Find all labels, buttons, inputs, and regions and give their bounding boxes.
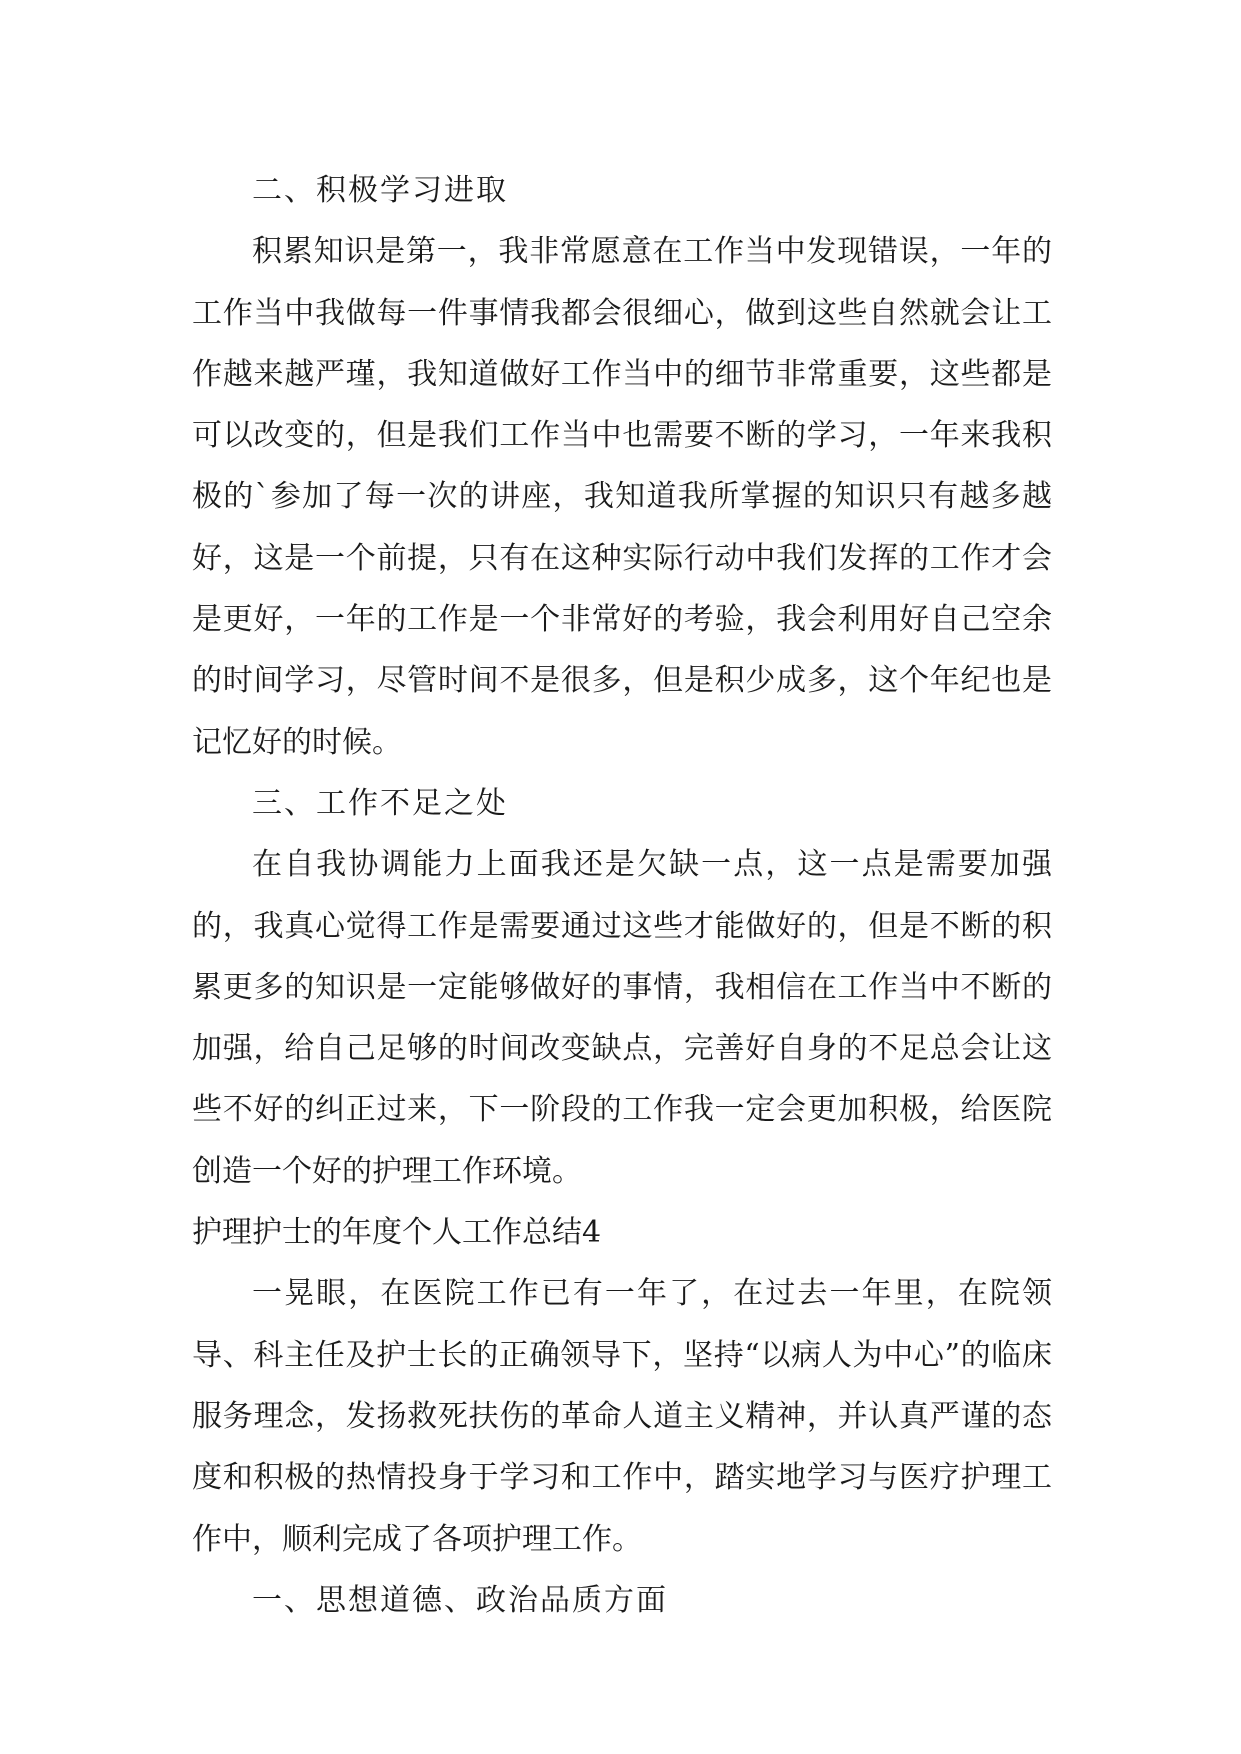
document-body [192,160,1052,1631]
section-heading-learning: 二、积极学习进取 [252,173,508,208]
section-heading-shortcomings: 三、工作不足之处 [252,785,508,821]
paragraph-learning: 积累知识是第一，我非常愿意在工作当中发现错误，一年的工作当中我做每一件事情我都会很细心，做到这些自然就会让工作越来越严瑾，我知道做好工作当中的细节非常重要，这些都是可以改变的，但是我们工作当中也需要不断的学习，一年来我积极的`参加了每一次的讲座，我知道我所掌握的知识只有越多越好，这是一个前提，只有在这种实际行动中我们发挥的工作才会是更好，一年的工作是一个非常好的考验，我会利用好自己空余的时间学习，尽管时间不是很多，但是积少成多，这个年纪也是记忆好的时候。 [192,234,1052,760]
paragraph-shortcomings: 在自我协调能力上面我还是欠缺一点，这一点是需要加强的，我真心觉得工作是需要通过这些才能做好的，但是不断的积累更多的知识是一定能够做好的事情，我相信在工作当中不断的加强，给自己足够的时间改变缺点，完善好自身的不足总会让这些不好的纠正过来，下一阶段的工作我一定会更加积极，给医院创造一个好的护理工作环境。 [192,847,1052,1189]
paragraph-intro: 一晃眼，在医院工作已有一年了，在过去一年里，在院领导、科主任及护士长的正确领导下，坚持“以病人为中心”的临床服务理念，发扬救死扶伤的革命人道主义精神，并认真严谨的态度和积极的热情投身于学习和工作中，踏实地学习与医疗护理工作中，顺利完成了各项护理工作。 [192,1276,1052,1557]
document-title: 护理护士的年度个人工作总结4 [192,1215,602,1251]
section-heading-ethics: 一、思想道德、政治品质方面 [252,1582,668,1618]
